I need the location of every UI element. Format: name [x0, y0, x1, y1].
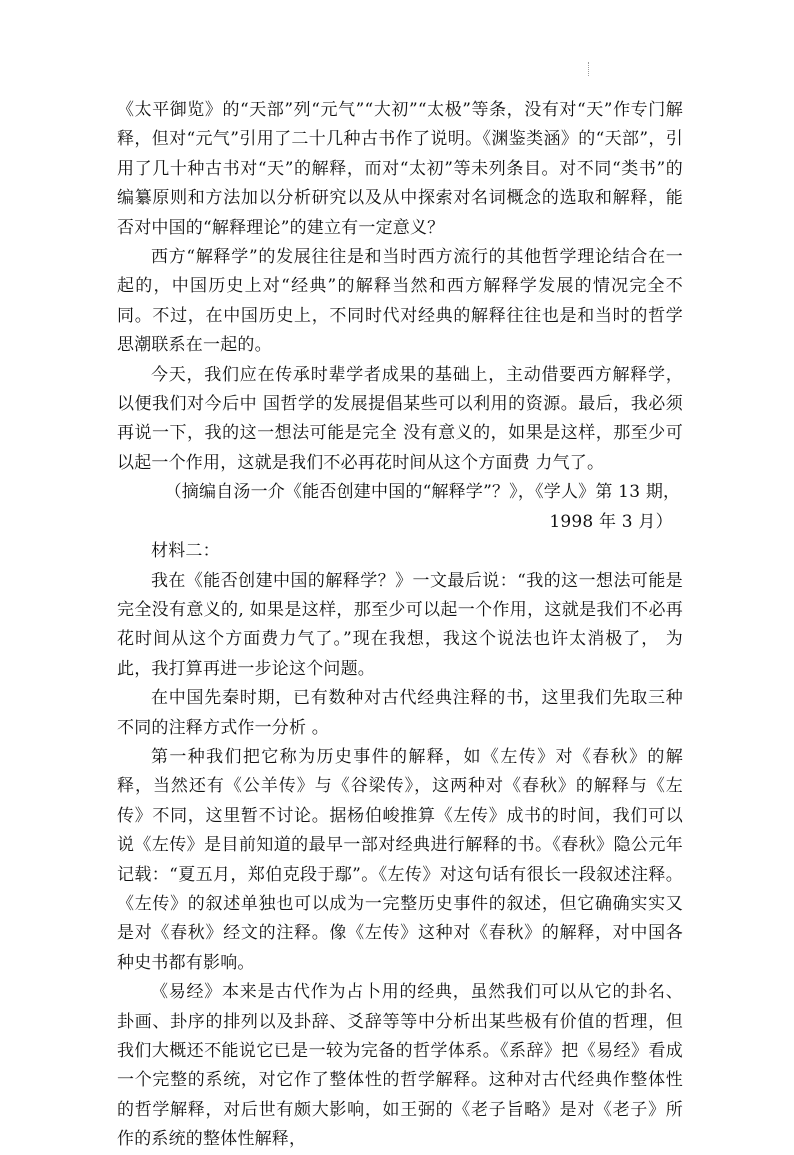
document-body: [117, 96, 683, 1155]
citation-line-1: （摘编自汤一介《能否创建中国的“解释学”？》，《学人》第 13 期，: [164, 482, 681, 503]
section-label-material-two: 材料二：: [151, 541, 220, 562]
paragraph-yijing: 《易经》本来是古代作为占卜用的经典，虽然我们可以从它的卦名、卦画、卦序的排列以及卦辞、爻辞等等中分析出某些极有价值的哲理，但我们大概还不能说它已是一较为完备的哲学体系。《系辞》把《易经》看成一个完整的系统，对它作了整体性的哲学解释。这种对古代经典作整体性的哲学解释，对后世有颇大影响，如王弼的《老子旨略》是对《老子》所作的系统的整体性解释，: [117, 982, 683, 1150]
citation-line-2: 1998 年 3 月）: [549, 511, 673, 532]
paragraph-leibu: 《太平御览》的“天部”列“元气”“大初”“太极”等条，没有对“天”作专门解释，但对“元气”引用了二十几种古书作了说明。《渊鉴类涵》的“天部”，引用了几十种古书对“天”的解释，而对“太初”等未列条目。对不同“类书”的编纂原则和方法加以分析研究以及从中探索对名词概念的选取和解释，能否对中国的“解释理论”的建立有一定意义？: [117, 100, 683, 238]
paragraph-previous-article: 我在《能否创建中国的解释学？》一文最后说：“我的这一想法可能是完全没有意义的, 如果是这样，那至少可以起一个作用，这就是我们不必再花时间从这个方面费力气了。”现在我想，我这个说法也许太消极了， 为此，我打算再进一步论这个问题。: [117, 570, 683, 679]
paragraph-today: 今天，我们应在传承时辈学者成果的基础上，主动借要西方解释学，以便我们对今后中 国哲学的发展提倡某些可以利用的资源。最后，我必须再说一下，我的这一想法可能是完全 没有意义的，如果是这样，那至少可以起一个作用，这就是我们不必再花时间从这个方面费 力气了。: [117, 364, 683, 473]
paragraph-pre-qin: 在中国先秦时期，已有数种对古代经典注释的书，这里我们先取三种不同的注释方式作一分析 。: [117, 688, 683, 738]
page-corner-mark: [588, 62, 590, 76]
paragraph-zuozhuan: 第一种我们把它称为历史事件的解释，如《左传》对《春秋》的解释，当然还有《公羊传》与《谷梁传》，这两种对《春秋》的解释与《左传》不同，这里暂不讨论。据杨伯峻推算《左传》成书的时间，我们可以说《左传》是目前知道的最早一部对经典进行解释的书。《春秋》隐公元年记载：“夏五月，郑伯克段于鄢”。《左传》对这句话有很长一段叙述注释。《左传》的叙述单独也可以成为一完整历史事件的叙述，但它确确实实又是对《春秋》经文的注释。像《左传》这种对《春秋》的解释，对中国各种史书都有影响。: [117, 746, 683, 973]
paragraph-western-hermeneutics: 西方“解释学”的发展往往是和当时西方流行的其他哲学理论结合在一起的，中国历史上对“经典”的解释当然和西方解释学发展的情况完全不同。不过，在中国历史上，不同时代对经典的解释往往也是和当时的哲学思潮联系在一起的。: [117, 247, 683, 356]
